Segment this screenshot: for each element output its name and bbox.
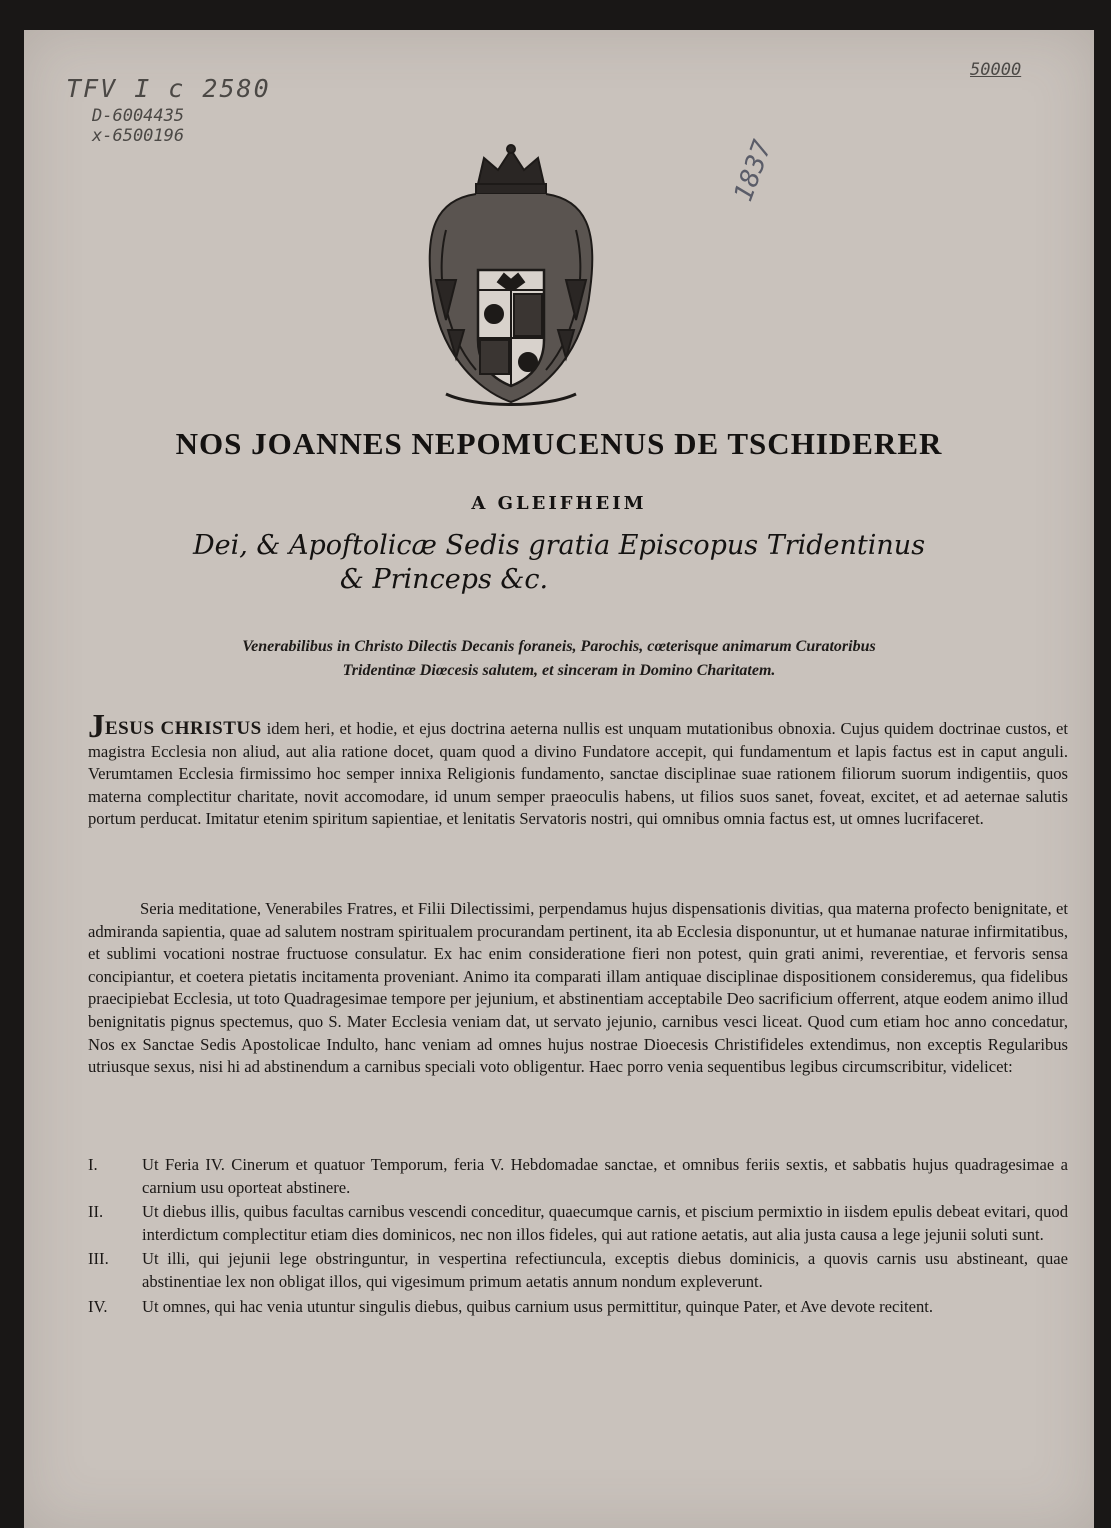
salutation-line2: Tridentinæ Diœcesis salutem, et sinceram in Domino Charitatem. xyxy=(342,662,776,679)
title-line3: Dei, & Apoftolicæ Sedis gratia Episcopus Tridentinus xyxy=(192,530,926,561)
shelfmark-line3: x-6500196 xyxy=(92,126,185,146)
list-item xyxy=(88,1248,1068,1293)
paragraph-2: Seria meditatione, Venerabiles Fratres, et Filii Dilectissimi, perpendamus hujus dispensationis divitias, qua materna profecto benignitate, et admiranda sapientia, quae ad salutem nostram spiritualem procurandam pertinent, ita ab Ecclesia disponuntur, ut et humanae naturae infirmitatibus, et sublimi vocationi nostrae fructuose consulatur. Ex hac enim consideratione fieri non potest, quin grati animi, reverentiae, et fervoris sensa concipiantur, et coetera pietatis incitamenta proveniant. Animo ita comparati illam antiquae disciplinae dispositionem consideremus, qua fidelibus praecipiebat Ecclesia, ut toto Quadragesimae tempore per jejunium, et abstinentiam acceptabile Deo sacrificium offerrent, atque eodem animo illud benignitatis pignus spectemus, quo S. Mater Ecclesia veniam dat, ut servato jejunio, carnibus vesci liceat. Quod cum etiam hoc anno concedatur, Nos ex Sanctae Sedis Apostolicae Indulto, hanc veniam ad omnes hujus nostrae Dioecesis Christifideles extendimus, non exceptis Regularibus utriusque sexus, nisi hi ad abstinendum a carnibus speciali voto obligentur. Haec porro venia sequentibus legibus circumscribitur, videlicet: xyxy=(88,899,1068,1077)
rules-list xyxy=(88,1154,1068,1320)
title-line2: A GLEIFHEIM xyxy=(471,493,647,514)
drop-cap: J xyxy=(88,708,105,745)
list-item-text: Ut diebus illis, quibus facultas carnibus vescendi conceditur, quaecumque carnis, et piscium permixtio in iisdem epulis debeat evitari, quod interdictum complectitur etiam dies dominicos, nec non illos fideles, qui aut ratione aetatis, aut alia justa causa a lege jejunii soluti sunt. xyxy=(142,1202,1068,1244)
list-item xyxy=(88,1201,1068,1246)
list-item-text: Ut Feria IV. Cinerum et quatuor Temporum, feria V. Hebdomadae sanctae, et omnibus feriis sextis, et sabbatis hujus quadragesimae a carnium usu oporteat abstinere. xyxy=(142,1155,1068,1197)
salutation-line1: Venerabilibus in Christo Dilectis Decanis foraneis, Parochis, cœterisque animarum Curatoribus xyxy=(242,638,876,655)
coat-of-arms-icon xyxy=(406,140,616,415)
year-stamp: 1837 xyxy=(728,136,779,206)
list-item-number: II. xyxy=(88,1202,104,1222)
top-right-number: 50000 xyxy=(970,60,1022,80)
list-item-number: III. xyxy=(88,1249,109,1269)
title-line4: & Princeps &c. xyxy=(339,564,549,595)
shelfmark-line1: TFV I c 2580 xyxy=(66,74,271,103)
paragraph-1 xyxy=(88,708,1069,831)
paragraph-1-text: idem heri, et hodie, et ejus doctrina aeterna nullis est unquam mutationibus obnoxia. Cujus quidem doctrinae custos, et magistra Ecclesia non aliud, aut alia ratione docet, quam quod a divino Fundatore accepit, qui fundamentum et lapis factus est in caput anguli. Verumtamen Ecclesia firmissimo hoc semper innixa Religionis fundamento, sanctae disciplinae suae rationem filiorum suorum indigentiis, quos materna complectitur charitate, novit accomodare, id unum semper praeoculis habens, ut filios suos sanet, foveat, excitet, et ad aeternae salutis portum perducat. Imitatur etenim spiritum sapientiae, et lenitatis Servatoris nostri, qui omnibus omnia factus est, ut omnes lucrifaceret. xyxy=(88,719,1069,829)
list-item-number: I. xyxy=(88,1155,98,1174)
paragraph-1-smallcaps: ESUS CHRISTUS xyxy=(105,718,262,739)
shelfmark-line2: D-6004435 xyxy=(92,106,185,126)
list-item xyxy=(88,1154,1068,1199)
document-page xyxy=(24,30,1094,1528)
title-line1: NOS JOANNES NEPOMUCENUS DE TSCHIDERER xyxy=(175,426,943,461)
list-item-text: Ut illi, qui jejunii lege obstringuntur, in vespertina refectiuncula, exceptis diebus dominicis, a quovis carnis usu abstineant, quae abstinentiae lex non obligat illos, qui vigesimum primum aetatis annum nondum expleverunt. xyxy=(142,1249,1068,1291)
list-item-text: Ut omnes, qui hac venia utuntur singulis diebus, quibus carnium usus permittitur, quinque Pater, et Ave devote recitent. xyxy=(142,1296,934,1316)
list-item-number: IV. xyxy=(88,1296,108,1316)
list-item xyxy=(88,1296,1068,1319)
